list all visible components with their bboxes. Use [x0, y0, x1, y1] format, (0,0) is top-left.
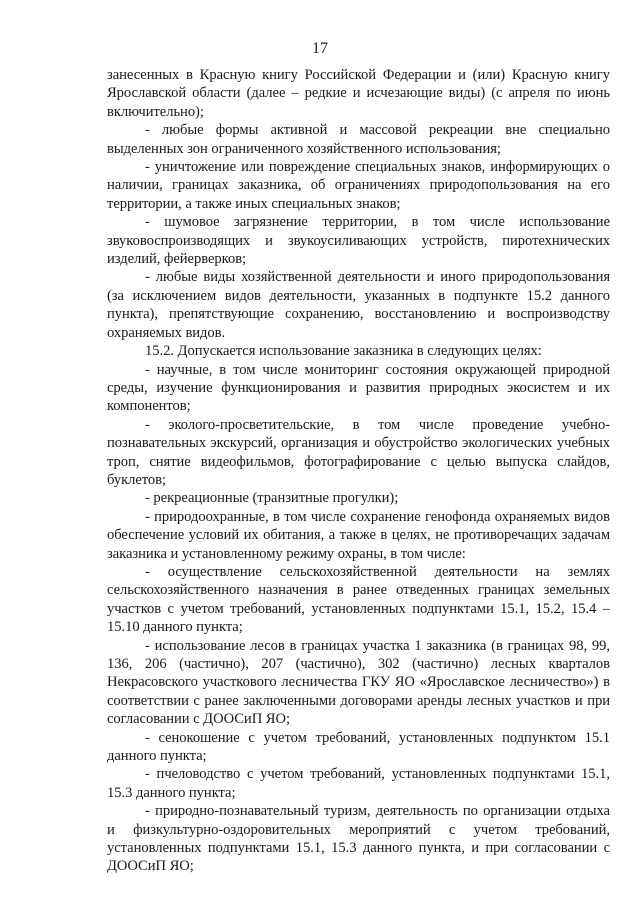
paragraph: - научные, в том числе мониторинг состояния окружающей природной среды, изучение функционирования и развития природных экосистем и их компонентов;	[107, 361, 610, 415]
document-body	[107, 66, 610, 876]
page-number: 17	[312, 40, 328, 57]
paragraph: занесенных в Красную книгу Российской Федерации и (или) Красную книгу Ярославской области (далее – редкие и исчезающие виды) (с апреля по июнь включительно);	[107, 67, 610, 120]
paragraph: - использование лесов в границах участка 1 заказника (в границах 98, 99, 136, 206 (частично), 207 (частично), 302 (частично) лесных кварталов Некрасовского участкового лесничества ГКУ ЯО «Ярославское лесничество») в соответствии с ранее заключенными договорами аренды лесных участков и при согласовании с ДООСиП ЯО;	[107, 637, 610, 728]
paragraph: - осуществление сельскохозяйственной деятельности на землях сельскохозяйственного назначения в ранее отведенных границах земельных участков с учетом требований, установленных подпунктами 15.1, 15.2, 15.4 – 15.10 данного пункта;	[107, 563, 610, 636]
paragraph: - уничтожение или повреждение специальных знаков, информирующих о наличии, границах заказника, об ограничениях природопользования на его территории, а также иных специальных знаков;	[107, 159, 610, 212]
paragraph: - сенокошение с учетом требований, установленных подпунктом 15.1 данного пункта;	[107, 729, 610, 765]
paragraph: - любые формы активной и массовой рекреации вне специально выделенных зон ограниченного хозяйственного использования;	[107, 122, 610, 157]
paragraph: - природоохранные, в том числе сохранение генофонда охраняемых видов обеспечение условий их обитания, а также в целях, не противоречащих задачам заказника и установленному режиму охраны, в том числе:	[107, 508, 610, 562]
section-heading: 15.2. Допускается использование заказника в следующих целях:	[145, 343, 542, 360]
paragraph: - природно-познавательный туризм, деятельность по организации отдыха и физкультурно-оздоровительных мероприятий с учетом требований, установленных подпунктами 15.1, 15.3 данного пункта, и при согласовании с ДООСиП ЯО;	[107, 803, 610, 875]
paragraph: - шумовое загрязнение территории, в том числе использование звуковоспроизводящих и звукоусиливающих устройств, пиротехнических изделий, фейерверков;	[107, 214, 610, 268]
paragraph: - рекреационные (транзитные прогулки);	[145, 490, 399, 507]
paragraph: - любые виды хозяйственной деятельности и иного природопользования (за исключением видов деятельности, указанных в подпункте 15.2 данного пункта), препятствующие сохранению, восстановлению и воспроизводству охраняемых видов.	[107, 269, 610, 341]
paragraph: - эколого-просветительские, в том числе проведение учебно-познавательных экскурсий, организация и обустройство экологических учебных троп, снятие видеофильмов, фотографирование с целью выпуска слайдов, буклетов;	[107, 416, 610, 488]
paragraph: - пчеловодство с учетом требований, установленных подпунктами 15.1, 15.3 данного пункта;	[107, 766, 610, 801]
